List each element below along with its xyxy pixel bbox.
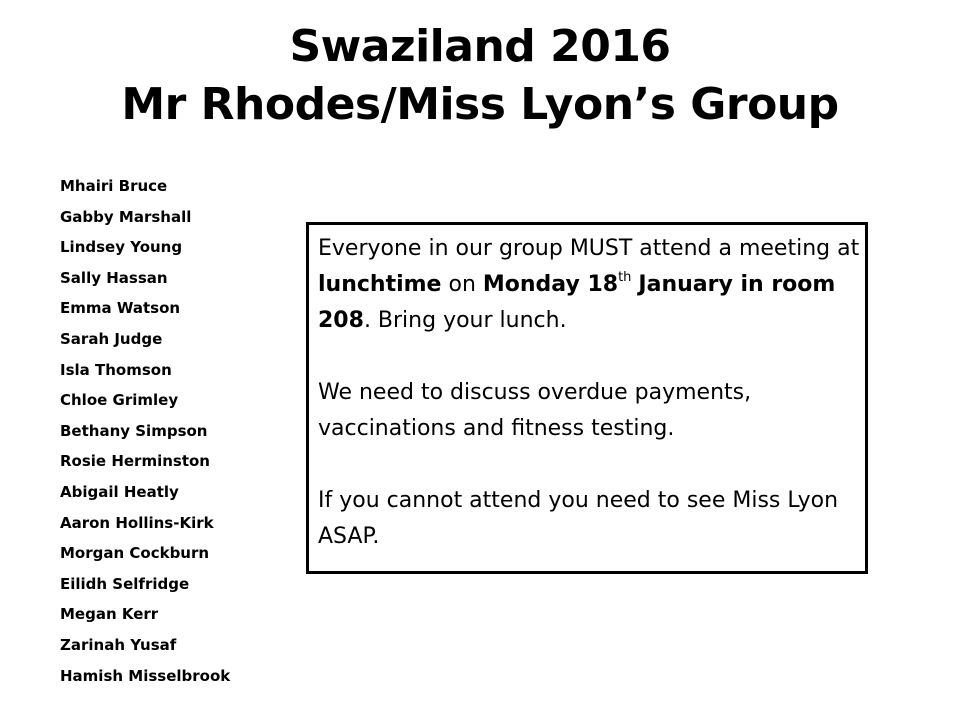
list-item: Bethany Simpson [60, 421, 208, 440]
notice-emphasis-lunchtime: lunchtime [318, 272, 442, 297]
notice-emphasis-room: January in room 208 [318, 272, 836, 333]
list-item: Emma Watson [60, 299, 181, 318]
list-item: Isla Thomson [60, 360, 172, 379]
list-item: Rosie Herminston [60, 452, 210, 471]
title-line-2: Mr Rhodes/Miss Lyon’s Group [121, 79, 839, 130]
list-item: Aaron Hollins-Kirk [60, 513, 214, 532]
list-item: Gabby Marshall [60, 207, 192, 226]
list-item: Sarah Judge [60, 329, 163, 348]
list-item: Zarinah Yusaf [60, 635, 177, 654]
notice-text: on [441, 272, 483, 297]
notice-paragraph-agenda: We need to discuss overdue payments, vaccinations and fitness testing. [318, 380, 752, 441]
date-ordinal-suffix: th [618, 269, 632, 285]
list-item: Mhairi Bruce [60, 177, 168, 195]
notice-paragraph-meeting [318, 231, 865, 339]
list-item: Abigail Heatly [60, 482, 179, 501]
notice-emphasis-date: Monday 18 [482, 272, 619, 297]
list-item: Lindsey Young [60, 238, 183, 257]
page-title [0, 18, 960, 134]
title-line-1: Swaziland 2016 [289, 21, 671, 72]
meeting-notice-box [306, 222, 868, 574]
list-item: Megan Kerr [60, 605, 159, 624]
list-item: Sally Hassan [60, 268, 168, 287]
list-item: Eilidh Selfridge [60, 574, 190, 593]
notice-paragraph-absence: If you cannot attend you need to see Miss Lyon ASAP. [318, 488, 839, 549]
list-item: Hamish Misselbrook [60, 666, 231, 685]
list-item: Chloe Grimley [60, 391, 179, 410]
group-member-list [60, 174, 230, 694]
notice-text: . Bring your lunch. [363, 308, 567, 333]
notice-text: Everyone in our group MUST attend a meeting at [318, 236, 860, 261]
list-item: Morgan Cockburn [60, 544, 210, 563]
